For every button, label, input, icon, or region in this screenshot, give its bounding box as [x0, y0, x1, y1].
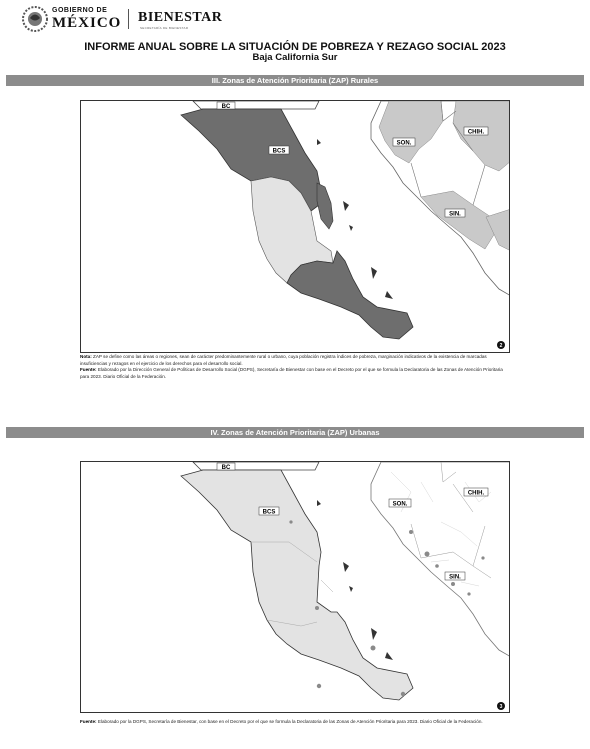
urban-zap-spot: [451, 582, 455, 586]
urban-zap-spot: [467, 592, 470, 595]
chih-label: CHIH.: [467, 129, 485, 136]
mainland-outline: [371, 462, 510, 657]
urban-zap-spot: [371, 646, 376, 651]
island-shape: [317, 139, 321, 145]
page-number-text: 2: [499, 343, 503, 349]
island-shape: [343, 201, 349, 211]
note-paragraph: [80, 354, 512, 367]
ministry-logo-text: BIENESTAR: [138, 10, 223, 25]
source-label: Fuente:: [80, 719, 97, 724]
urban-map-notes: [80, 719, 512, 726]
island-shape: [349, 225, 353, 231]
page-header: [0, 0, 590, 36]
source-paragraph: [80, 719, 512, 726]
map-rural-svg: [81, 101, 510, 353]
island-shape: [385, 652, 393, 660]
section-heading-rural: III. Zonas de Atención Prioritaria (ZAP) Rurales: [6, 75, 584, 86]
urban-zap-spot: [401, 692, 405, 696]
sin-label: SIN.: [449, 574, 461, 581]
bc-state: [193, 101, 319, 109]
urban-zap-spot: [315, 606, 319, 610]
bcs-zap-dark-strip: [317, 183, 333, 229]
island-shape: [349, 586, 353, 592]
map-urban-svg: [81, 462, 510, 713]
report-title: INFORME ANUAL SOBRE LA SITUACIÓN DE POBREZA Y REZAGO SOCIAL 2023: [84, 41, 506, 53]
island-shape: [371, 628, 377, 640]
map-zap-urban: [80, 461, 510, 713]
logo-divider: [128, 9, 129, 29]
bcs-zap-dark-south: [287, 251, 413, 339]
source-text: Elaborado por la Dirección General de Políticas de Desarrollo Social (DGPS), Secretaría de Bienestar con base en el Decreto por el que se formula la Declaratoria de las Zonas de Atención Prioritaria para 2023. Diario Oficial de la Federación.: [80, 367, 503, 379]
rural-map-notes: [80, 354, 512, 380]
bcs-label: BCS: [272, 148, 286, 155]
bc-label: BC: [221, 104, 231, 110]
urban-zap-spot: [289, 520, 292, 523]
bc-state: [193, 462, 319, 470]
source-label: Fuente:: [80, 367, 97, 372]
ministry-sub-text: SECRETARÍA DE BIENESTAR: [140, 26, 189, 30]
urban-zap-spot: [425, 552, 430, 557]
government-logo-text: [52, 7, 124, 31]
island-shape: [317, 500, 321, 506]
gov-country-text: MÉXICO: [52, 15, 122, 31]
page-number-text: 3: [499, 704, 503, 710]
bc-label: BC: [221, 465, 231, 471]
urban-zap-spot: [435, 564, 439, 568]
map-zap-rural: [80, 100, 510, 353]
urban-zap-spot: [317, 684, 321, 688]
urban-zap-spot: [409, 530, 413, 534]
source-text: Elaborado por la DGPS, Secretaría de Bienestar, con base en el Decreto por el que se formula la Declaratoria de las Zonas de Atención Prioritaria para 2023. Diario Oficial de la Federación.: [97, 719, 483, 724]
urban-zap-spot: [481, 556, 484, 559]
government-eagle-emblem-icon: [20, 5, 50, 33]
island-shape: [371, 267, 377, 279]
note-label: Nota:: [80, 354, 92, 359]
note-text: ZAP se define como las áreas o regiones, sean de carácter predominantemente rural o urbano, cuya población registra índices de pobreza, marginación indicativos de la existencia de marcadas insuficiencias y rezagos en el ejercicio de los derechos para el desarrollo social.: [80, 354, 487, 366]
gov-small-text: GOBIERNO DE: [52, 7, 108, 14]
sin-label: SIN.: [449, 211, 461, 218]
island-shape: [385, 291, 393, 299]
report-subtitle: Baja California Sur: [252, 52, 338, 63]
chih-label: CHIH.: [467, 490, 485, 497]
section-heading-urban: IV. Zonas de Atención Prioritaria (ZAP) Urbanas: [6, 427, 584, 438]
island-shape: [343, 562, 349, 572]
source-paragraph: [80, 367, 512, 380]
son-label: SON.: [392, 501, 408, 508]
bcs-label: BCS: [262, 509, 276, 516]
son-label: SON.: [396, 140, 412, 147]
